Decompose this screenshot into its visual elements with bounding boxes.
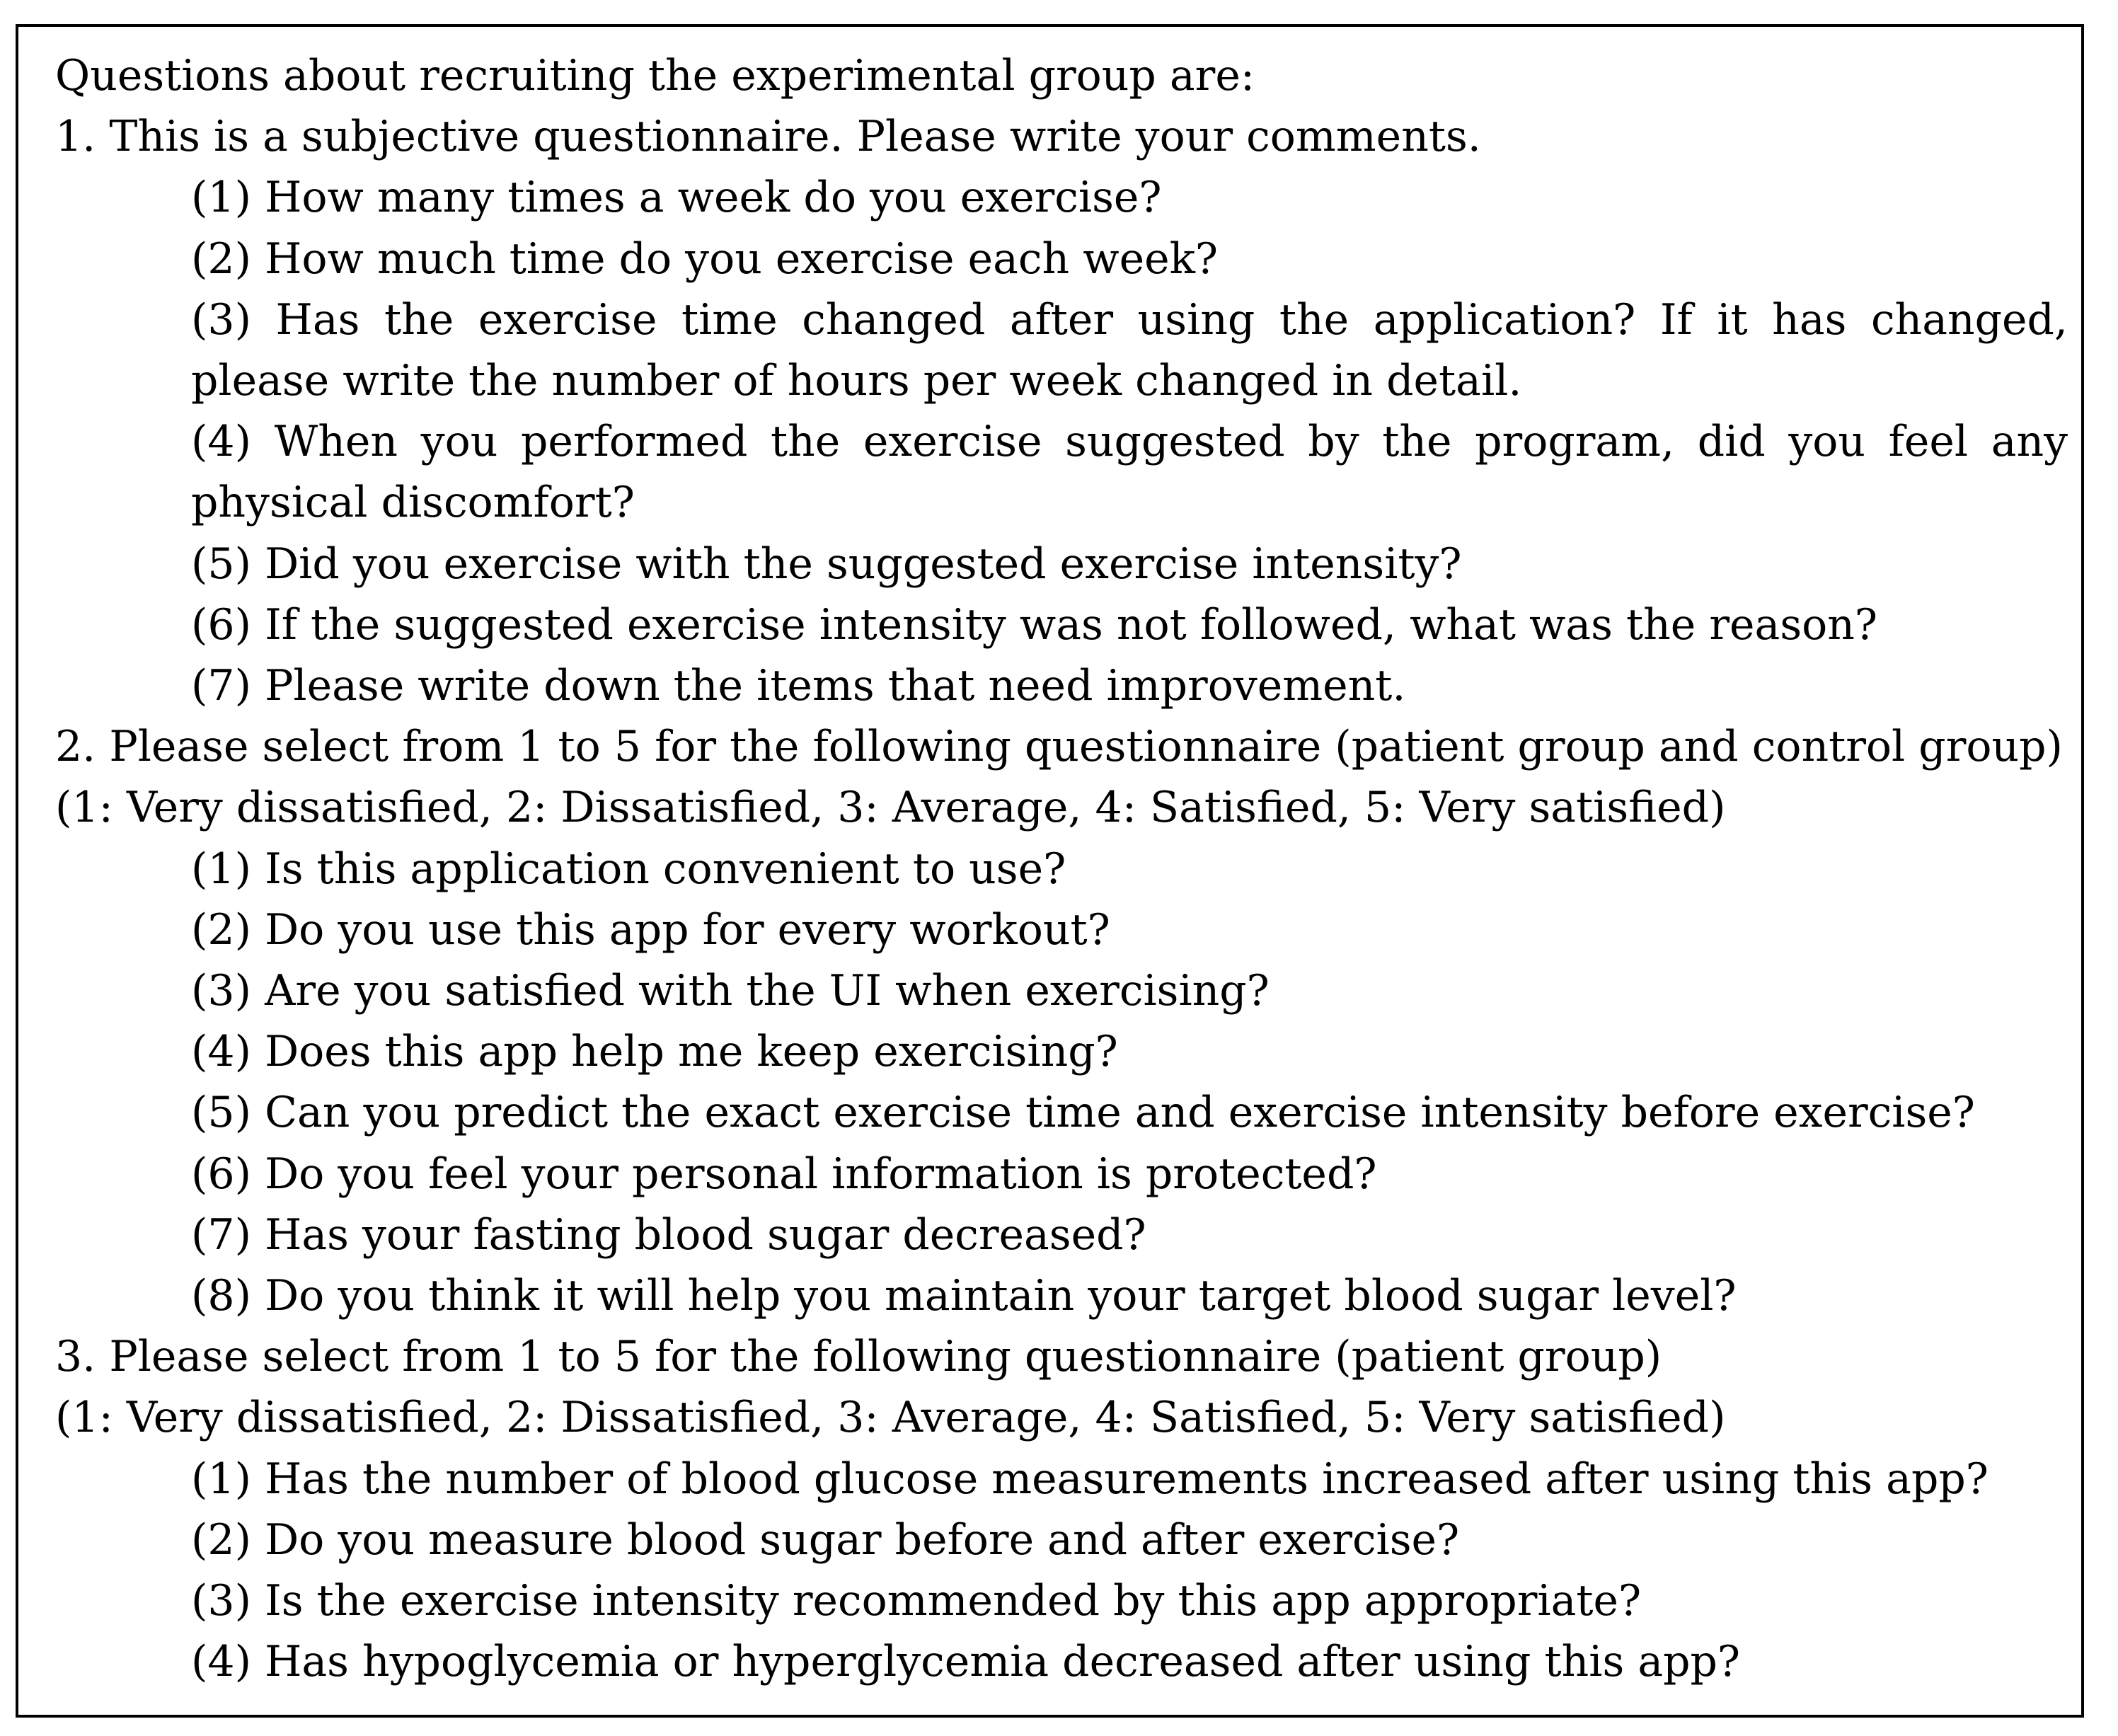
section-2-item: (3) Are you satisfied with the UI when exercising? bbox=[191, 966, 1270, 1016]
section-2-item: (6) Do you feel your personal information is protected? bbox=[191, 1149, 1377, 1199]
section-1-item: (1) How many times a week do you exercise? bbox=[191, 173, 1162, 223]
section-3-item: (1) Has the number of blood glucose measurements increased after using this app? bbox=[191, 1454, 1988, 1504]
section-3-heading: 3. Please select from 1 to 5 for the following questionnaire (patient group) bbox=[55, 1332, 1662, 1382]
section-2-heading: 2. Please select from 1 to 5 for the following questionnaire (patient group and control group) bbox=[55, 722, 2063, 772]
section-1-item: (2) How much time do you exercise each week? bbox=[191, 234, 1219, 284]
section-1-item: (6) If the suggested exercise intensity was not followed, what was the reason? bbox=[191, 599, 1878, 650]
section-2-scale: (1: Very dissatisfied, 2: Dissatisfied, 3: Average, 4: Satisfied, 5: Very satisfied) bbox=[55, 783, 1726, 833]
section-1-item: (4) When you performed the exercise suggested by the program, did you feel any physical discomfort? bbox=[191, 417, 2068, 528]
section-1-heading: 1. This is a subjective questionnaire. Please write your comments. bbox=[55, 112, 1481, 162]
section-2-item: (4) Does this app help me keep exercising? bbox=[191, 1027, 1118, 1077]
section-1-item: (3) Has the exercise time changed after using the application? If it has changed, please write the number of hours per week changed in detail. bbox=[191, 294, 2068, 406]
section-3-scale: (1: Very dissatisfied, 2: Dissatisfied, 3: Average, 4: Satisfied, 5: Very satisfied) bbox=[55, 1393, 1726, 1443]
section-2-item: (8) Do you think it will help you maintain your target blood sugar level? bbox=[191, 1271, 1737, 1321]
section-1-item: (7) Please write down the items that need improvement. bbox=[191, 661, 1406, 711]
section-2-item: (2) Do you use this app for every workout? bbox=[191, 904, 1110, 955]
section-2-item: (5) Can you predict the exact exercise time and exercise intensity before exercise? bbox=[191, 1088, 1975, 1138]
section-2-item: (7) Has your fasting blood sugar decreased? bbox=[191, 1209, 1146, 1260]
section-1-item: (5) Did you exercise with the suggested exercise intensity? bbox=[191, 539, 1462, 589]
intro-text: Questions about recruiting the experimental group are: bbox=[55, 51, 1255, 100]
section-3-item: (2) Do you measure blood sugar before and after exercise? bbox=[191, 1514, 1460, 1565]
section-3-item: (3) Is the exercise intensity recommended by this app appropriate? bbox=[191, 1576, 1642, 1626]
section-3-item: (4) Has hypoglycemia or hyperglycemia decreased after using this app? bbox=[191, 1637, 1741, 1687]
section-2-item: (1) Is this application convenient to use? bbox=[191, 844, 1066, 894]
questionnaire bbox=[55, 45, 2079, 1692]
